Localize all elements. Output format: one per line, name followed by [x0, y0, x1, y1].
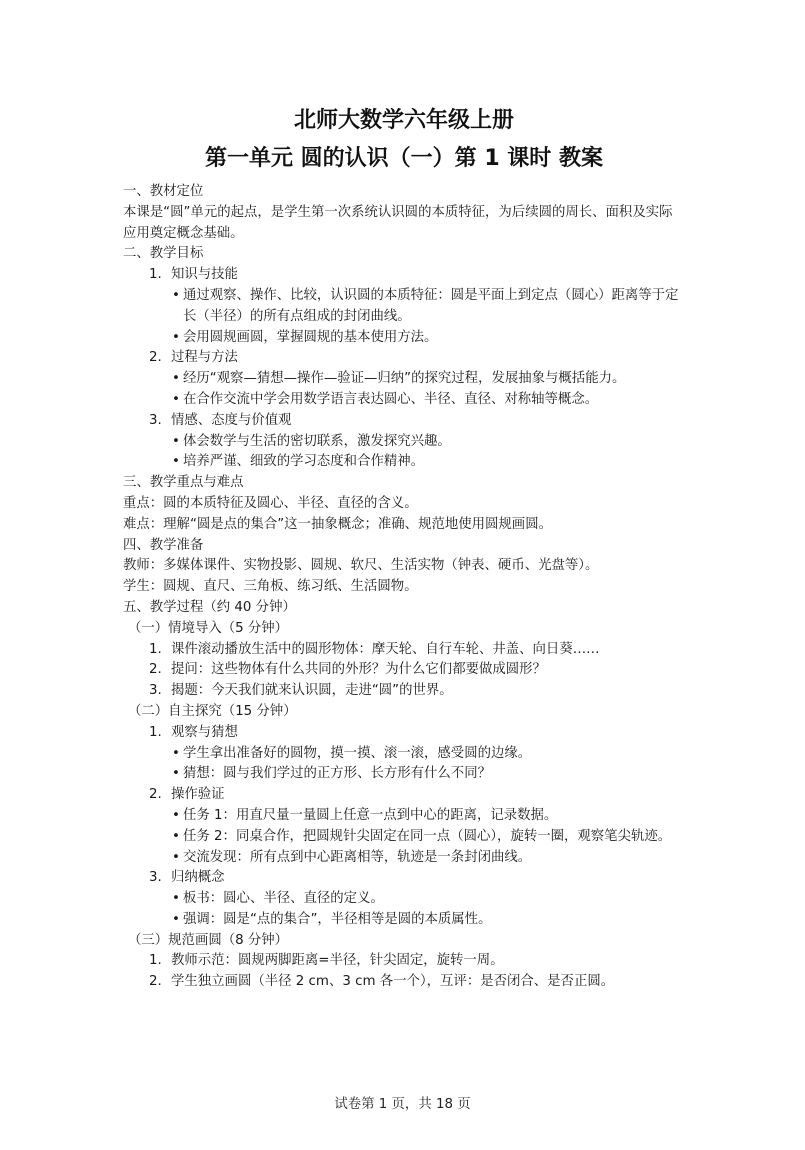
bullet-item	[123, 390, 685, 411]
bullet-text: 体会数学与生活的密切联系，激发探究兴趣。	[183, 433, 451, 449]
numbered-item	[123, 785, 685, 806]
bullet-icon: •	[172, 433, 180, 449]
section-heading: 二、教学目标	[123, 246, 204, 262]
bullet-item	[123, 764, 685, 785]
section-heading: 四、教学准备	[123, 537, 204, 553]
bullet-icon: •	[172, 391, 180, 407]
bullet-item	[123, 328, 685, 349]
item-text: 教师示范：圆规两脚距离=半径，针尖固定，旋转一周。	[171, 953, 504, 969]
item-text: 操作验证	[171, 787, 225, 803]
sub-heading: （二）自主探究（15 分钟）	[128, 703, 297, 719]
bullet-icon: •	[172, 911, 180, 927]
item-text: 揭题：今天我们就来认识圆，走进“圆”的世界。	[171, 683, 453, 699]
section-heading: 五、教学过程（约 40 分钟）	[123, 599, 296, 615]
bullet-text: 板书：圆心、半径、直径的定义。	[183, 891, 384, 907]
item-number: 1.	[149, 724, 162, 740]
item-text: 课件滚动播放生活中的圆形物体：摩天轮、自行车轮、井盖、向日葵……	[171, 641, 600, 657]
bullet-text: 强调：圆是“点的集合”，半径相等是圆的本质属性。	[183, 911, 492, 927]
page-footer: 试卷第 1 页，共 18 页	[334, 1097, 471, 1112]
bullet-item	[123, 432, 685, 453]
numbered-item	[123, 951, 685, 972]
item-text: 情感、态度与价值观	[171, 412, 292, 428]
document-body	[123, 182, 685, 993]
numbered-item	[123, 972, 685, 993]
bullet-icon: •	[172, 766, 180, 782]
item-text: 观察与猜想	[171, 724, 238, 740]
section-heading: 一、教材定位	[123, 184, 204, 199]
item-text: 学生独立画圆（半径 2 cm、3 cm 各一个），互评：是否闭合、是否正圆。	[171, 974, 615, 990]
bullet-item	[123, 910, 685, 931]
document-subtitle: 第一单元 圆的认识（一）第 1 课时 教案	[205, 146, 603, 171]
bullet-text: 学生拿出准备好的圆物，摸一摸、滚一滚，感受圆的边缘。	[183, 745, 532, 761]
item-number: 1.	[149, 641, 162, 657]
item-number: 3.	[149, 870, 162, 886]
numbered-item	[123, 681, 685, 702]
numbered-item	[123, 411, 685, 432]
item-number: 3.	[149, 412, 162, 428]
document-title: 北师大数学六年级上册	[293, 108, 514, 133]
bullet-item	[123, 806, 685, 827]
numbered-item	[123, 640, 685, 661]
item-number: 3.	[149, 683, 162, 699]
bullet-item	[123, 452, 685, 473]
item-text: 知识与技能	[171, 267, 238, 283]
item-text: 归纳概念	[171, 870, 225, 886]
bullet-text: 培养严谨、细致的学习态度和合作精神。	[183, 454, 425, 470]
numbered-item	[123, 660, 685, 681]
bullet-icon: •	[172, 807, 180, 823]
numbered-item	[123, 868, 685, 889]
bullet-item	[123, 889, 685, 910]
item-text: 过程与方法	[171, 350, 238, 366]
numbered-item	[123, 723, 685, 744]
key-point: 重点：圆的本质特征及圆心、半径、直径的含义。	[123, 495, 418, 511]
bullet-text: 交流发现：所有点到中心距离相等，轨迹是一条封闭曲线。	[183, 849, 532, 865]
sub-heading: （三）规范画圆（8 分钟）	[128, 932, 289, 948]
bullet-text: 通过观察、操作、比较，认识圆的本质特征：圆是平面上到定点（圆心）距离等于定长（半径）的所有点组成的封闭曲线。	[183, 287, 679, 324]
bullet-item	[123, 744, 685, 765]
bullet-icon: •	[172, 849, 180, 865]
bullet-text: 经历“观察—猜想—操作—验证—归纳”的探究过程，发展抽象与概括能力。	[183, 371, 626, 387]
bullet-icon: •	[172, 745, 180, 761]
item-number: 2.	[149, 974, 162, 990]
bullet-icon: •	[172, 371, 180, 387]
section-heading: 三、教学重点与难点	[123, 475, 244, 491]
sub-heading: （一）情境导入（5 分钟）	[128, 620, 289, 636]
bullet-text: 任务 2：同桌合作，把圆规针尖固定在同一点（圆心），旋转一圈，观察笔尖轨迹。	[183, 828, 672, 844]
bullet-item	[123, 286, 685, 328]
item-number: 2.	[149, 787, 162, 803]
difficult-point: 难点：理解“圆是点的集合”这一抽象概念；准确、规范地使用圆规画圆。	[123, 516, 552, 532]
paragraph: 本课是“圆”单元的起点，是学生第一次系统认识圆的本质特征，为后续圆的周长、面积及实际应用奠定概念基础。	[123, 204, 673, 241]
item-number: 1.	[149, 953, 162, 969]
item-number: 2.	[149, 662, 162, 678]
bullet-icon: •	[172, 891, 180, 907]
item-number: 1.	[149, 267, 162, 283]
bullet-text: 在合作交流中学会用数学语言表达圆心、半径、直径、对称轴等概念。	[183, 391, 599, 407]
item-number: 2.	[149, 350, 162, 366]
bullet-text: 任务 1：用直尺量一量圆上任意一点到中心的距离，记录数据。	[183, 807, 558, 823]
bullet-icon: •	[172, 287, 180, 303]
numbered-item	[123, 348, 685, 369]
bullet-icon: •	[172, 828, 180, 844]
bullet-text: 猜想：圆与我们学过的正方形、长方形有什么不同？	[183, 766, 491, 782]
bullet-icon: •	[172, 329, 180, 345]
teacher-prep: 教师：多媒体课件、实物投影、圆规、软尺、生活实物（钟表、硬币、光盘等）。	[123, 558, 599, 574]
bullet-item	[123, 827, 685, 848]
bullet-item	[123, 369, 685, 390]
bullet-item	[123, 848, 685, 869]
bullet-icon: •	[172, 454, 180, 470]
item-text: 提问：这些物体有什么共同的外形？为什么它们都要做成圆形？	[171, 662, 546, 678]
numbered-item	[123, 265, 685, 286]
student-prep: 学生：圆规、直尺、三角板、练习纸、生活圆物。	[123, 579, 418, 595]
bullet-text: 会用圆规画圆，掌握圆规的基本使用方法。	[183, 329, 438, 345]
